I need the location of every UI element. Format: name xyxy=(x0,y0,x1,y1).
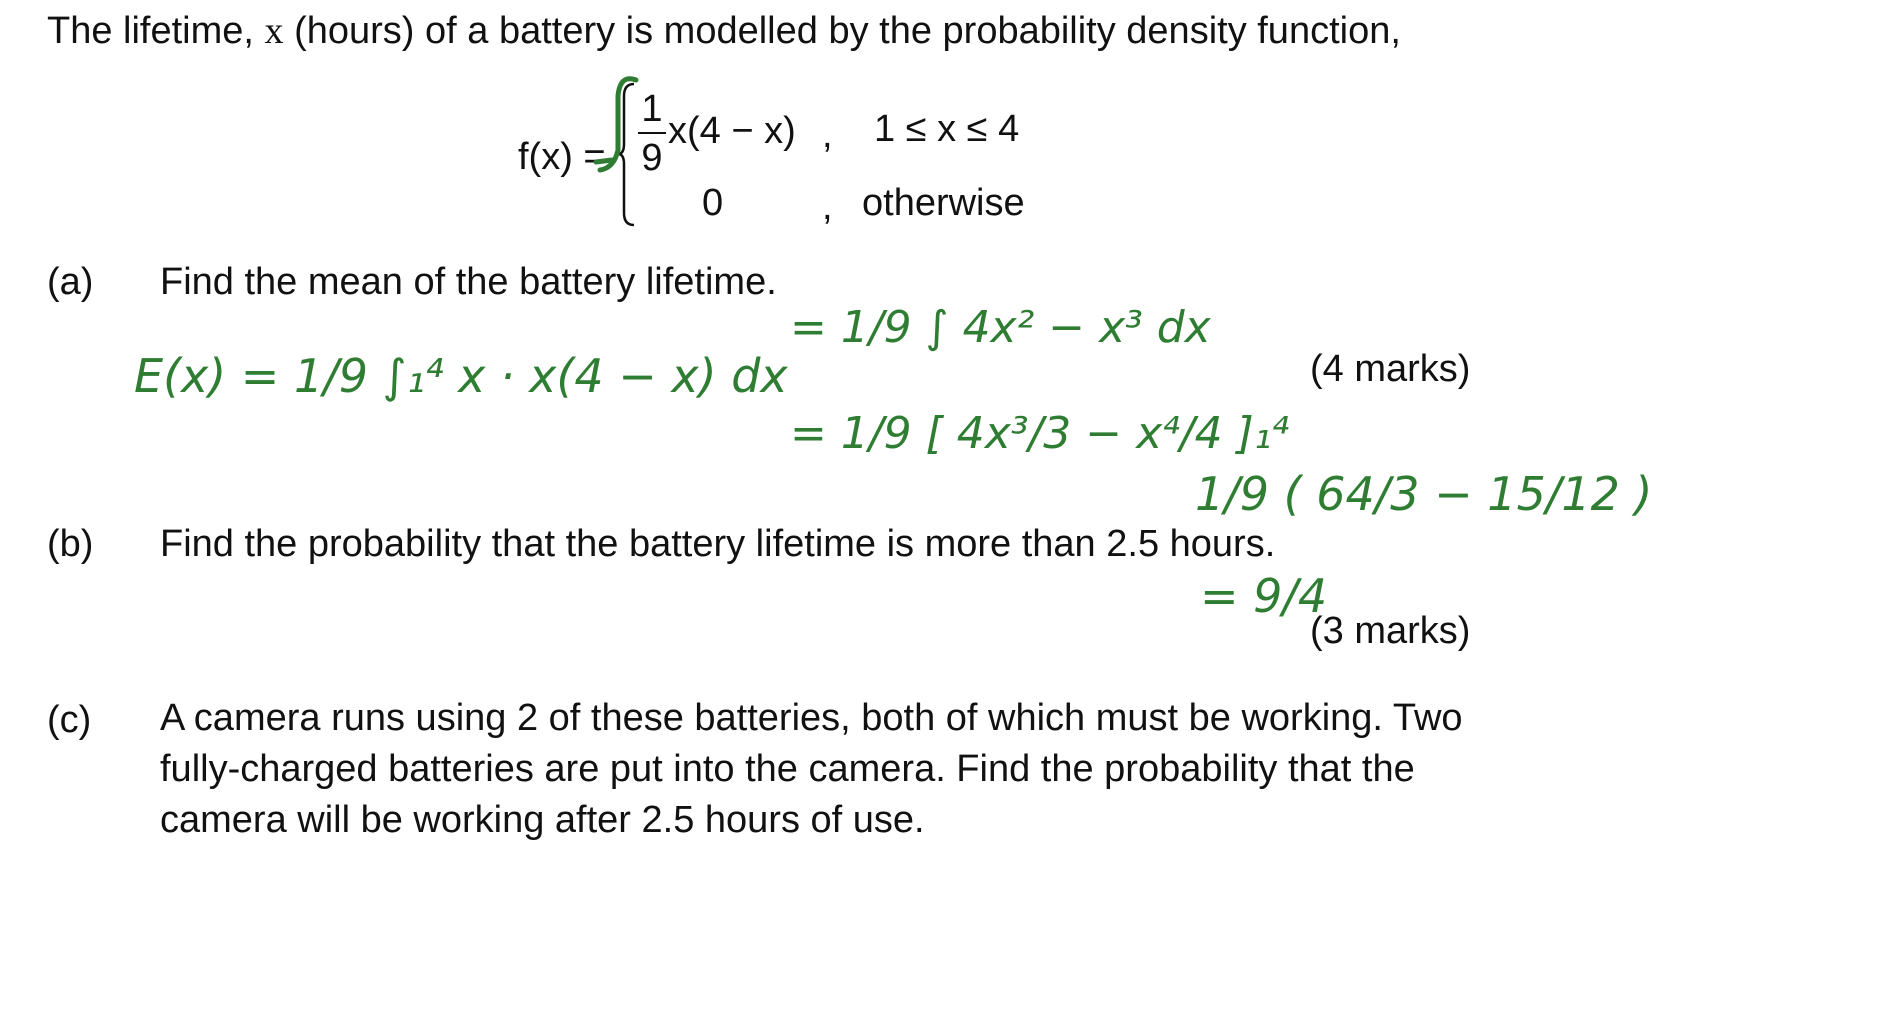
fraction-numerator: 1 xyxy=(641,88,663,130)
case2-condition: otherwise xyxy=(862,182,1025,224)
handwriting-line-1: E(x) = 1/9 ∫₁⁴ x · x(4 − x) dx xyxy=(134,349,788,403)
question-a-marks: (4 marks) xyxy=(1310,348,1471,390)
pdf-lhs: f(x) = xyxy=(518,136,606,178)
intro-variable-x: x xyxy=(264,10,284,52)
handwriting-line-4: 1/9 ( 64/3 − 15/12 ) xyxy=(1195,467,1653,521)
handwriting-line-2: = 1/9 ∫ 4x² − x³ dx xyxy=(790,302,1211,353)
fraction-denominator: 9 xyxy=(641,137,663,179)
question-b-label: (b) xyxy=(47,523,94,565)
case2-comma: , xyxy=(822,186,833,228)
handwriting-line-3: = 1/9 [ 4x³/3 − x⁴/4 ]₁⁴ xyxy=(790,408,1290,459)
question-b-marks: (3 marks) xyxy=(1310,610,1471,652)
intro-text-after: (hours) of a battery is modelled by the probability density function, xyxy=(294,10,1401,52)
case1-comma: , xyxy=(822,114,833,156)
question-c-label: (c) xyxy=(47,699,92,741)
ink-brace-mark xyxy=(600,79,636,170)
question-c-text: A camera runs using 2 of these batteries, both of which must be working. Two fully-charged batteries are put into the camera. Find the probability that the camera will be working after 2.5 hours of use. xyxy=(160,697,1463,841)
case2-expression: 0 xyxy=(702,182,724,224)
handwriting-line-5: = 9/4 xyxy=(1200,569,1328,623)
question-a-label: (a) xyxy=(47,261,94,303)
intro-text-before: The lifetime, xyxy=(47,10,254,52)
ink-equals-mark xyxy=(596,160,612,162)
case1-condition: 1 ≤ x ≤ 4 xyxy=(874,108,1020,150)
case1-expression: x(4 − x) xyxy=(668,110,796,152)
question-b-text: Find the probability that the battery lifetime is more than 2.5 hours. xyxy=(160,523,1276,565)
question-a-text: Find the mean of the battery lifetime. xyxy=(160,261,777,303)
